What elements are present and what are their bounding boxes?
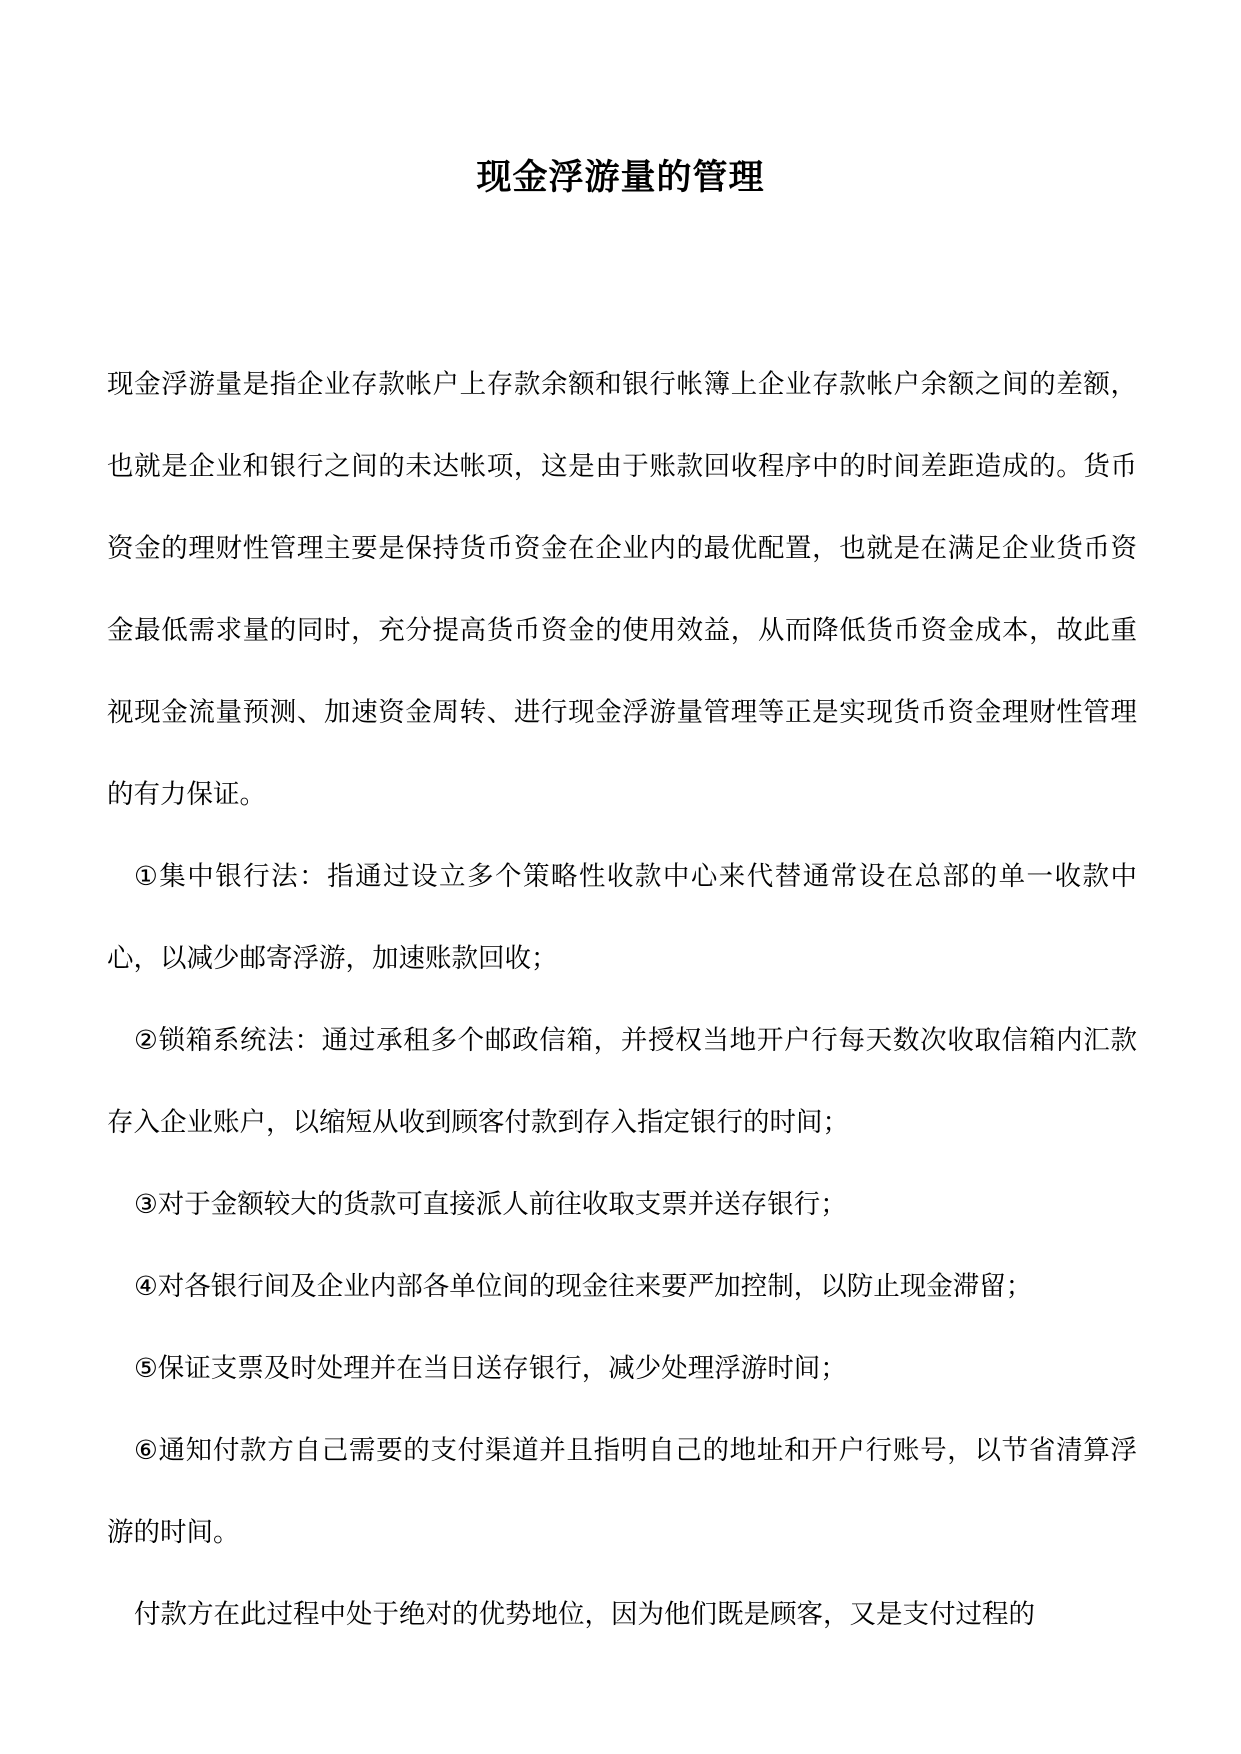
paragraph-item-2: ②锁箱系统法：通过承租多个邮政信箱，并授权当地开户行每天数次收取信箱内汇款存入企业账户，以缩短从收到顾客付款到存入指定银行的时间； — [107, 1025, 1137, 1138]
paragraph-item-1: ①集中银行法：指通过设立多个策略性收款中心来代替通常设在总部的单一收款中心，以减少邮寄浮游，加速账款回收； — [107, 861, 1137, 974]
document-title: 现金浮游量的管理 — [476, 158, 765, 198]
paragraph-closing: 付款方在此过程中处于绝对的优势地位，因为他们既是顾客，又是支付过程的 — [134, 1599, 1035, 1630]
paragraph-item-5: ⑤保证支票及时处理并在当日送存银行，减少处理浮游时间； — [134, 1353, 847, 1384]
paragraph-definition: 现金浮游量是指企业存款帐户上存款余额和银行帐簿上企业存款帐户余额之间的差额，也就是企业和银行之间的未达帐项，这是由于账款回收程序中的时间差距造成的。货币资金的理财性管理主要是保持货币资金在企业内的最优配置，也就是在满足企业货币资金最低需求量的同时，充分提高货币资金的使用效益，从而降低货币资金成本，故此重视现金流量预测、加速资金周转、进行现金浮游量管理等正是实现货币资金理财性管理的有力保证。 — [107, 369, 1137, 810]
paragraph-item-6: ⑥通知付款方自己需要的支付渠道并且指明自己的地址和开户行账号，以节省清算浮游的时间。 — [107, 1435, 1137, 1548]
document-body — [107, 344, 1137, 1656]
paragraph-item-3: ③对于金额较大的货款可直接派人前往收取支票并送存银行； — [134, 1189, 847, 1220]
paragraph-item-4: ④对各银行间及企业内部各单位间的现金往来要严加控制，以防止现金滞留； — [134, 1271, 1033, 1302]
